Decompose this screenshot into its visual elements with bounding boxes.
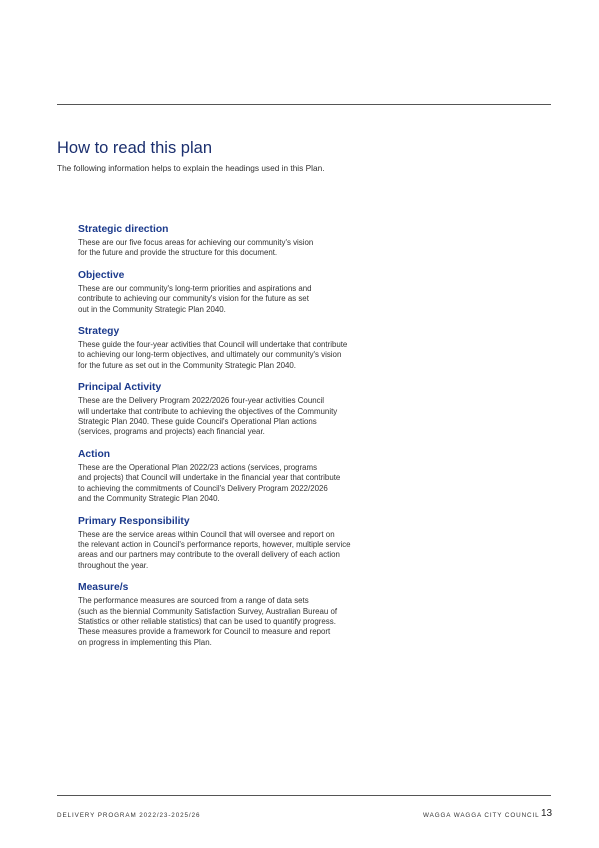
- body-line: and the Community Strategic Plan 2040.: [78, 494, 220, 504]
- body-line: These are the service areas within Council that will oversee and report on: [78, 529, 335, 539]
- body-line: on progress in implementing this Plan.: [78, 637, 212, 647]
- section-body: [78, 530, 408, 572]
- body-line: the relevant action in Council's performance reports, however, multiple service: [78, 539, 351, 549]
- body-line: These are our five focus areas for achieving our community's vision: [78, 238, 314, 247]
- section-measures: [78, 581, 408, 648]
- page-title: How to read this plan: [57, 139, 213, 157]
- body-line: Statistics or other reliable statistics) that can be used to quantify progress.: [78, 616, 336, 626]
- section-primary-responsibility: [78, 515, 408, 572]
- section-body: [78, 596, 408, 648]
- body-line: (services, programs and projects) each financial year.: [78, 427, 265, 437]
- section-strategic-direction: [78, 223, 408, 259]
- body-line: areas and our partners may contribute to the overall delivery of each action: [78, 550, 340, 560]
- body-line: out in the Community Strategic Plan 2040.: [78, 304, 226, 314]
- page-number: 13: [541, 808, 553, 819]
- bottom-divider: [57, 795, 551, 796]
- body-line: will undertake that contribute to achieving the objectives of the Community: [78, 406, 338, 416]
- section-body: [78, 340, 408, 371]
- body-line: contribute to achieving our community's vision for the future as set: [78, 294, 309, 304]
- body-line: These are the Operational Plan 2022/23 actions (services, programs: [78, 462, 318, 472]
- section-action: [78, 448, 408, 505]
- body-line: The performance measures are sourced from a range of data sets: [78, 596, 309, 606]
- section-heading: Measure/s: [78, 582, 129, 594]
- section-objective: [78, 269, 408, 315]
- definitions-list: [78, 223, 408, 648]
- footer-organisation: WAGGA WAGGA CITY COUNCIL: [423, 812, 540, 819]
- section-heading: Primary Responsibility: [78, 515, 190, 527]
- section-principal-activity: [78, 381, 408, 438]
- section-body: [78, 238, 408, 259]
- body-line: for the future as set out in the Community Strategic Plan 2040.: [78, 360, 296, 370]
- body-line: to achieving our long-term objectives, and ultimately our community's vision: [78, 350, 342, 360]
- section-body: [78, 284, 408, 315]
- body-line: to achieving the commitments of Council's Delivery Program 2022/2026: [78, 483, 328, 493]
- section-strategy: [78, 325, 408, 371]
- section-heading: Action: [78, 448, 111, 460]
- body-line: throughout the year.: [78, 560, 149, 570]
- section-heading: Principal Activity: [78, 382, 162, 394]
- body-line: (such as the biennial Community Satisfaction Survey, Australian Bureau of: [78, 606, 338, 616]
- intro-text: The following information helps to explain the headings used in this Plan.: [57, 163, 325, 173]
- footer-document-title: DELIVERY PROGRAM 2022/23-2025/26: [57, 812, 201, 819]
- body-line: for the future and provide the structure for this document.: [78, 248, 278, 258]
- body-line: These measures provide a framework for Council to measure and report: [78, 627, 331, 637]
- section-heading: Strategy: [78, 326, 120, 338]
- body-line: These guide the four-year activities that Council will undertake that contribute: [78, 340, 348, 350]
- body-line: These are our community's long-term priorities and aspirations and: [78, 283, 312, 293]
- section-heading: Objective: [78, 269, 125, 281]
- top-divider: [57, 104, 551, 105]
- body-line: Strategic Plan 2040. These guide Council's Operational Plan actions: [78, 417, 317, 427]
- body-line: These are the Delivery Program 2022/2026 four-year activities Council: [78, 396, 325, 406]
- section-body: [78, 396, 408, 438]
- section-body: [78, 463, 408, 505]
- body-line: and projects) that Council will undertake in the financial year that contribute: [78, 473, 341, 483]
- section-heading: Strategic direction: [78, 224, 169, 235]
